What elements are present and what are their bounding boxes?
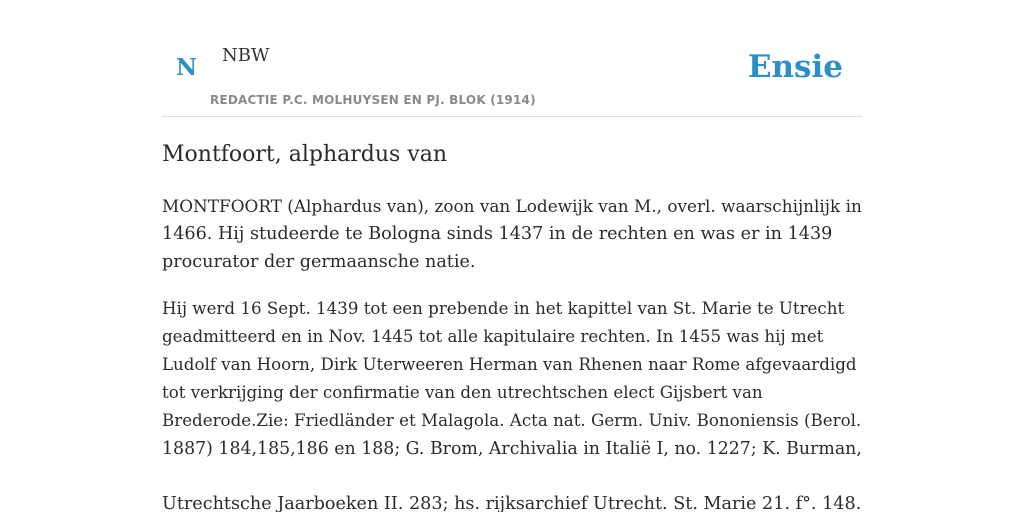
paragraph-line: MONTFOORT (Alphardus van), zoon van Lodewijk van M., overl. waarschijnlijk in [162, 196, 862, 216]
article-paragraph-2 [162, 295, 862, 463]
paragraph-line: 1887) 184,185,186 en 188; G. Brom, Archivalia in Italië I, no. 1227; K. Burman, [162, 439, 862, 459]
site-header [162, 0, 862, 117]
article-title: Montfoort, alphardus van [162, 142, 448, 167]
paragraph-line: procurator der germaansche natie. [162, 252, 476, 272]
paragraph-line: 1466. Hij studeerde te Bologna sinds 1437 in de rechten en was er in 1439 [162, 224, 833, 244]
article-paragraph-3 [162, 490, 861, 512]
source-name[interactable]: NBW [222, 45, 270, 66]
paragraph-line: Ludolf van Hoorn, Dirk Uterweeren Herman van Rhenen naar Rome afgevaardigd [162, 355, 857, 374]
paragraph-line: Utrechtsche Jaarboeken II. 283; hs. rijksarchief Utrecht. St. Marie 21. f°. 148. [162, 494, 862, 512]
article-paragraph-1 [162, 192, 862, 276]
paragraph-line: geadmitteerd en in Nov. 1445 tot alle kapitulaire rechten. In 1455 was hij met [162, 327, 824, 346]
source-subtitle: REDACTIE P.C. MOLHUYSEN EN PJ. BLOK (1914) [210, 93, 536, 107]
source-logo[interactable]: N [176, 54, 198, 81]
brand-logo[interactable]: Ensie [747, 49, 843, 85]
paragraph-line: Hij werd 16 Sept. 1439 tot een prebende in het kapittel van St. Marie te Utrecht [162, 299, 845, 318]
paragraph-line: tot verkrijging der confirmatie van den utrechtschen elect Gijsbert van [162, 383, 763, 402]
paragraph-line: Brederode.Zie: Friedländer et Malagola. Acta nat. Germ. Univ. Bononiensis (Berol. [162, 411, 862, 430]
